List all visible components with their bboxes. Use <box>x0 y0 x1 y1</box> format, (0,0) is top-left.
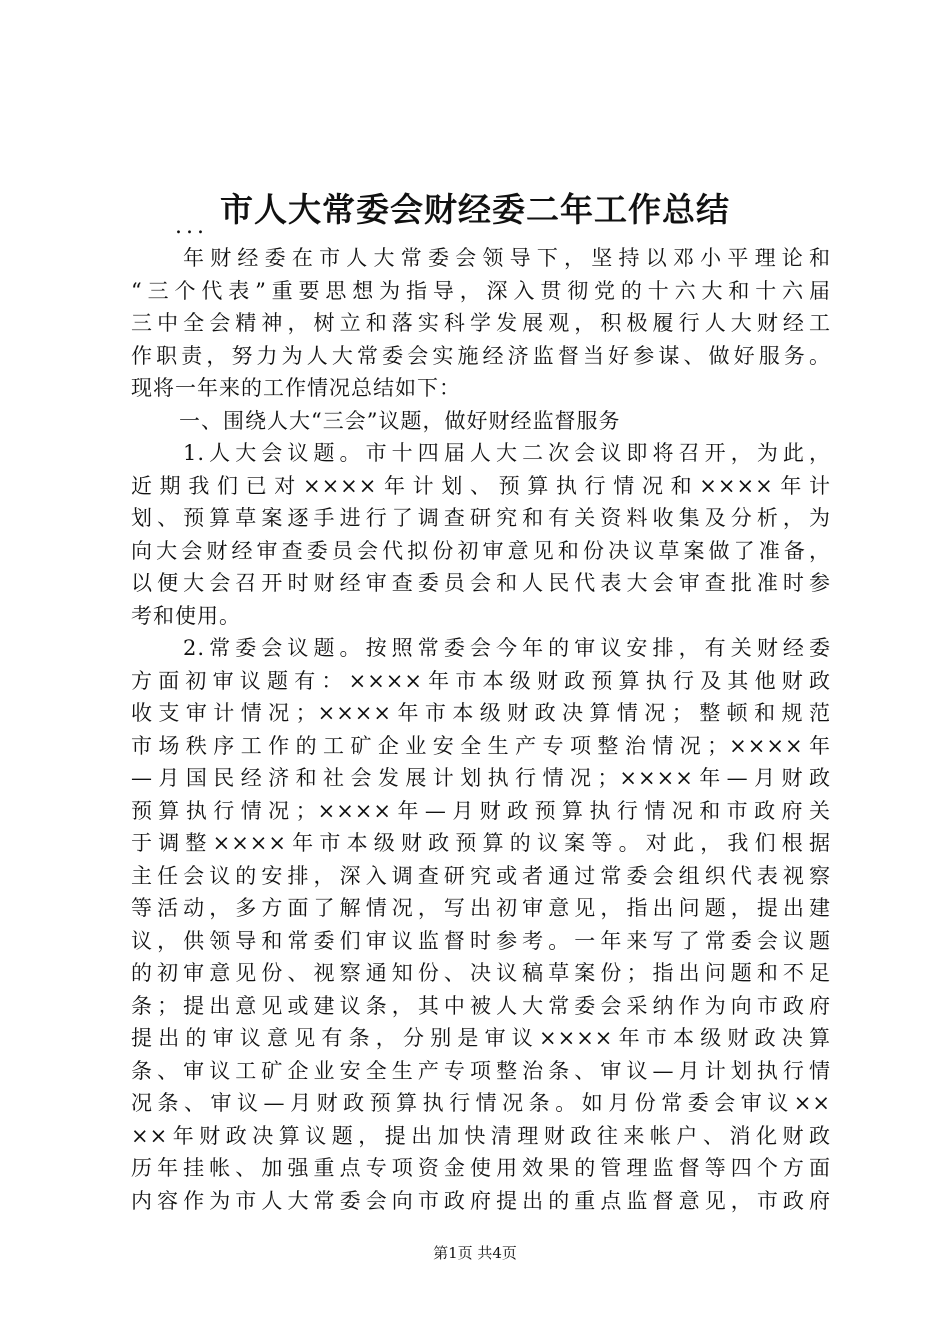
paragraph-line: 三中全会精神，树立和落实科学发展观，积极履行人大财经工 <box>131 311 831 335</box>
ellipsis-mark: ... <box>175 214 208 239</box>
paragraph-line: “三个代表”重要思想为指导，深入贯彻党的十六大和十六届 <box>131 278 831 303</box>
paragraph-line: 方面初审议题有：××××年市本级财政预算执行及其他财政 <box>131 668 831 693</box>
paragraph-line: 等活动，多方面了解情况，写出初审意见，指出问题，提出建 <box>131 896 831 920</box>
paragraph-line: 况条、审议—月财政预算执行情况条。如月份常委会审议×× <box>131 1091 831 1115</box>
paragraph-line: 年财经委在市人大常委会领导下，坚持以邓小平理论和 <box>183 246 831 270</box>
paragraph-line: 条、审议工矿企业安全生产专项整治条、审议—月计划执行情 <box>131 1058 831 1083</box>
paragraph-line: 现将一年来的工作情况总结如下： <box>131 376 461 400</box>
paragraph-line: 提出的审议意见有条，分别是审议××××年市本级财政决算 <box>131 1026 831 1050</box>
paragraph-line: —月国民经济和社会发展计划执行情况；××××年—月财政 <box>131 766 831 790</box>
paragraph-line: 2.常委会议题。按照常委会今年的审议安排，有关财经委 <box>183 636 831 660</box>
page-number-footer: 第1页 共4页 <box>433 1244 517 1262</box>
document-title: 市人大常委会财经委二年工作总结 <box>220 190 730 229</box>
paragraph-line: 收支审计情况；××××年市本级财政决算情况；整顿和规范 <box>131 701 831 725</box>
paragraph-line: ××年财政决算议题，提出加快清理财政往来帐户、消化财政 <box>131 1123 831 1148</box>
paragraph-line: 市场秩序工作的工矿企业安全生产专项整治情况；××××年 <box>131 733 831 758</box>
paragraph-line: 考和使用。 <box>131 603 241 628</box>
section-heading: 一、围绕人大“三会”议题，做好财经监督服务 <box>179 408 621 433</box>
paragraph-line: 1.人大会议题。市十四届人大二次会议即将召开，为此， <box>183 441 831 465</box>
paragraph-line: 向大会财经审查委员会代拟份初审意见和份决议草案做了准备， <box>131 538 831 563</box>
paragraph-line: 近期我们已对××××年计划、预算执行情况和××××年计 <box>131 473 831 498</box>
paragraph-line: 以便大会召开时财经审查委员会和人民代表大会审查批准时参 <box>131 571 831 595</box>
paragraph-line: 议，供领导和常委们审议监督时参考。一年来写了常委会议题 <box>131 928 831 953</box>
paragraph-line: 内容作为市人大常委会向市政府提出的重点监督意见，市政府 <box>131 1188 831 1213</box>
paragraph-line: 作职责，努力为人大常委会实施经济监督当好参谋、做好服务。 <box>131 343 831 368</box>
document-body <box>131 242 831 1217</box>
paragraph-line: 预算执行情况；××××年—月财政预算执行情况和市政府关 <box>131 798 831 823</box>
paragraph-line: 的初审意见份、视察通知份、决议稿草案份；指出问题和不足 <box>131 961 831 985</box>
paragraph-line: 历年挂帐、加强重点专项资金使用效果的管理监督等四个方面 <box>131 1156 831 1180</box>
paragraph-line: 划、预算草案逐手进行了调查研究和有关资料收集及分析，为 <box>131 506 831 530</box>
paragraph-line: 条；提出意见或建议条，其中被人大常委会采纳作为向市政府 <box>131 993 831 1018</box>
paragraph-line: 于调整××××年市本级财政预算的议案等。对此，我们根据 <box>131 831 831 855</box>
paragraph-line: 主任会议的安排，深入调查研究或者通过常委会组织代表视察 <box>131 863 831 888</box>
